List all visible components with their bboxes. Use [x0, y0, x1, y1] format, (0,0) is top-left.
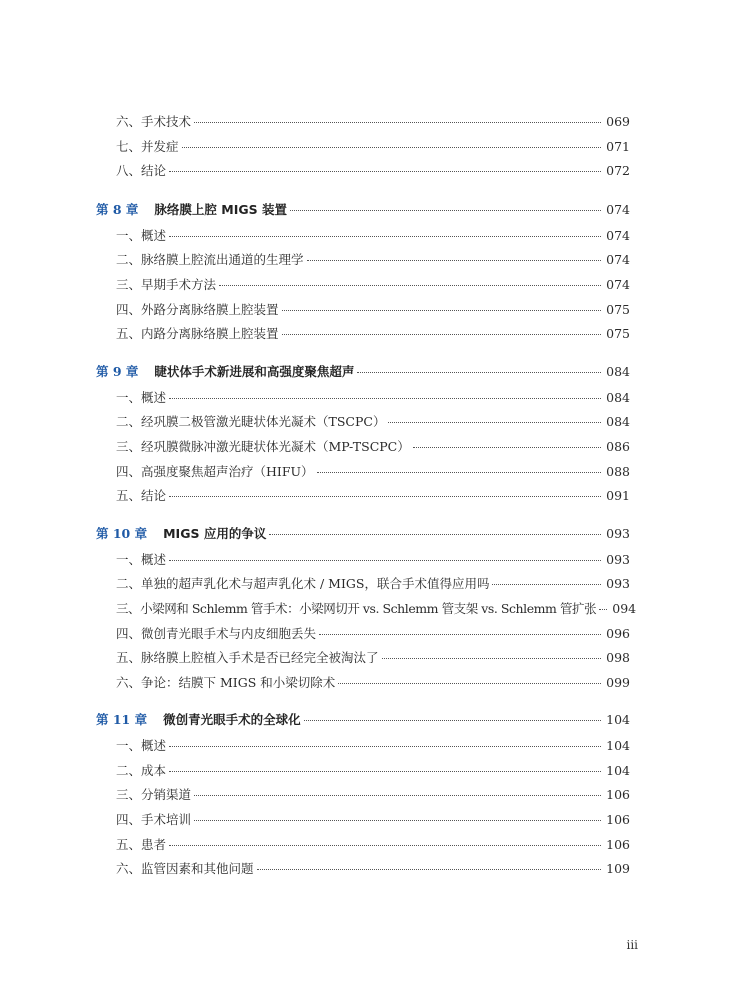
toc-entry-title: 六、监管因素和其他问题 [116, 861, 254, 877]
toc-entry-title: 六、手术技术 [116, 114, 192, 129]
dot-leader [194, 122, 601, 123]
toc-entry-page: 075 [606, 326, 630, 342]
toc-entry-title: 七、并发症 [116, 138, 179, 154]
toc-entry-page: 093 [606, 576, 630, 592]
dot-leader [599, 609, 607, 610]
chapter-number: 第 10 章 [96, 525, 148, 541]
toc-entry[interactable] [116, 326, 630, 342]
chapter-heading[interactable] [96, 712, 630, 728]
toc-entry-title: 二、经巩膜二极管激光睫状体光凝术（TSCPC） [116, 414, 386, 430]
toc-entry-title: 三、小梁网和 Schlemm 管手术：小梁网切开 vs. Schlemm 管支架 vs. Schlemm 管扩张 [116, 600, 597, 616]
dot-leader [388, 422, 601, 423]
page-folio: iii [626, 938, 638, 952]
dot-leader [169, 496, 601, 497]
toc-entry[interactable] [116, 302, 630, 318]
toc-entry-title: 三、经巩膜微脉冲激光睫状体光凝术（MP-TSCPC） [116, 438, 410, 454]
toc-entry-page: 091 [606, 488, 630, 504]
toc-entry-title: 一、概述 [116, 738, 167, 754]
toc-entry-page: 072 [606, 163, 630, 179]
toc-entry[interactable] [116, 675, 630, 691]
toc-entry-title: 四、外路分离脉络膜上腔装置 [116, 301, 279, 317]
toc-entry-page: 104 [606, 738, 630, 754]
chapter-number: 第 9 章 [96, 363, 139, 379]
toc-entry-page: 084 [606, 389, 630, 405]
toc-entry[interactable] [116, 861, 630, 877]
toc-entry-title: 五、内路分离脉络膜上腔装置 [116, 326, 279, 342]
toc-entry[interactable] [116, 114, 630, 130]
toc-entry[interactable] [116, 163, 630, 179]
toc-entry[interactable] [116, 139, 630, 155]
toc-entry-title: 五、患者 [116, 836, 167, 852]
dot-leader [317, 472, 601, 473]
toc-entry-page: 074 [606, 276, 630, 292]
chapter-title: 脉络膜上腔 MIGS 装置 [154, 201, 287, 217]
dot-leader [304, 720, 601, 721]
dot-leader [269, 534, 601, 535]
dot-leader [194, 820, 601, 821]
toc-entry-page: 069 [606, 114, 630, 129]
toc-entry[interactable] [116, 390, 630, 406]
chapter-page: 104 [606, 712, 630, 728]
chapter-number: 第 11 章 [96, 712, 148, 728]
chapter-title: MIGS 应用的争议 [163, 525, 267, 541]
dot-leader [169, 845, 601, 846]
toc-entry-page: 099 [606, 674, 630, 690]
toc-entry[interactable] [116, 650, 630, 666]
table-of-contents [96, 114, 637, 886]
dot-leader [182, 147, 601, 148]
toc-entry-title: 四、高强度聚焦超声治疗（HIFU） [116, 463, 314, 479]
dot-leader [319, 634, 601, 635]
toc-entry-title: 二、成本 [116, 762, 167, 778]
toc-entry[interactable] [116, 600, 637, 617]
chapter-heading[interactable] [96, 364, 630, 380]
dot-leader [169, 746, 601, 747]
dot-leader [219, 285, 601, 286]
toc-entry-page: 106 [606, 787, 630, 803]
toc-entry-page: 074 [606, 252, 630, 268]
dot-leader [169, 398, 601, 399]
toc-entry-title: 一、概述 [116, 551, 167, 567]
toc-entry-title: 一、概述 [116, 227, 167, 243]
toc-entry-page: 074 [606, 227, 630, 243]
toc-entry-title: 八、结论 [116, 163, 167, 179]
toc-entry[interactable] [116, 228, 630, 244]
toc-entry-title: 五、结论 [116, 488, 167, 504]
toc-entry-page: 098 [606, 650, 630, 666]
toc-entry-page: 096 [606, 625, 630, 641]
dot-leader [290, 210, 601, 211]
toc-entry-title: 四、手术培训 [116, 812, 192, 828]
chapter-page: 093 [606, 525, 630, 541]
dot-leader [382, 658, 601, 659]
dot-leader [357, 372, 601, 373]
toc-entry-page: 071 [606, 138, 630, 154]
dot-leader [282, 310, 601, 311]
chapter-page: 074 [606, 201, 630, 217]
toc-entry-title: 五、脉络膜上腔植入手术是否已经完全被淘汰了 [116, 650, 379, 666]
dot-leader [169, 236, 601, 237]
toc-entry[interactable] [116, 252, 630, 268]
toc-entry-title: 三、分销渠道 [116, 787, 192, 803]
toc-entry-title: 六、争论：结膜下 MIGS 和小梁切除术 [116, 674, 336, 690]
dot-leader [257, 869, 601, 870]
toc-entry[interactable] [116, 552, 630, 568]
dot-leader [338, 683, 601, 684]
toc-entry[interactable] [116, 763, 630, 779]
dot-leader [194, 795, 601, 796]
chapter-heading[interactable] [96, 526, 630, 542]
toc-entry[interactable] [116, 738, 630, 754]
toc-entry-page: 106 [606, 836, 630, 852]
chapter-title: 睫状体手术新进展和高强度聚焦超声 [154, 363, 355, 379]
toc-entry-title: 二、脉络膜上腔流出通道的生理学 [116, 252, 304, 268]
chapter-number: 第 8 章 [96, 201, 139, 217]
toc-entry-title: 三、早期手术方法 [116, 276, 217, 292]
toc-entry[interactable] [116, 414, 630, 430]
chapter-heading[interactable] [96, 202, 630, 218]
toc-entry-page: 104 [606, 762, 630, 778]
toc-entry-page: 106 [606, 812, 630, 828]
toc-entry[interactable] [116, 837, 630, 853]
toc-entry[interactable] [116, 488, 630, 504]
chapter-title: 微创青光眼手术的全球化 [163, 712, 301, 728]
toc-entry-page: 075 [606, 301, 630, 317]
toc-entry-page: 093 [606, 551, 630, 567]
dot-leader [492, 584, 601, 585]
toc-entry-page: 088 [606, 463, 630, 479]
toc-entry-page: 109 [606, 861, 630, 877]
dot-leader [169, 171, 601, 172]
chapter-page: 084 [606, 363, 630, 379]
dot-leader [169, 771, 601, 772]
toc-entry[interactable] [116, 576, 630, 592]
toc-entry[interactable] [116, 277, 630, 293]
dot-leader [413, 447, 601, 448]
toc-entry[interactable] [116, 464, 630, 480]
toc-entry[interactable] [116, 626, 630, 642]
dot-leader [307, 260, 601, 261]
toc-entry-title: 四、微创青光眼手术与内皮细胞丢失 [116, 625, 317, 641]
toc-entry-page: 084 [606, 414, 630, 430]
toc-entry-title: 一、概述 [116, 389, 167, 405]
toc-entry-title: 二、单独的超声乳化术与超声乳化术 / MIGS，联合手术值得应用吗 [116, 576, 490, 592]
toc-entry-page: 086 [606, 438, 630, 454]
toc-entry[interactable] [116, 812, 630, 828]
toc-entry-page: 094 [612, 600, 637, 616]
dot-leader [169, 560, 601, 561]
dot-leader [282, 334, 601, 335]
toc-entry[interactable] [116, 439, 630, 455]
toc-entry[interactable] [116, 787, 630, 803]
